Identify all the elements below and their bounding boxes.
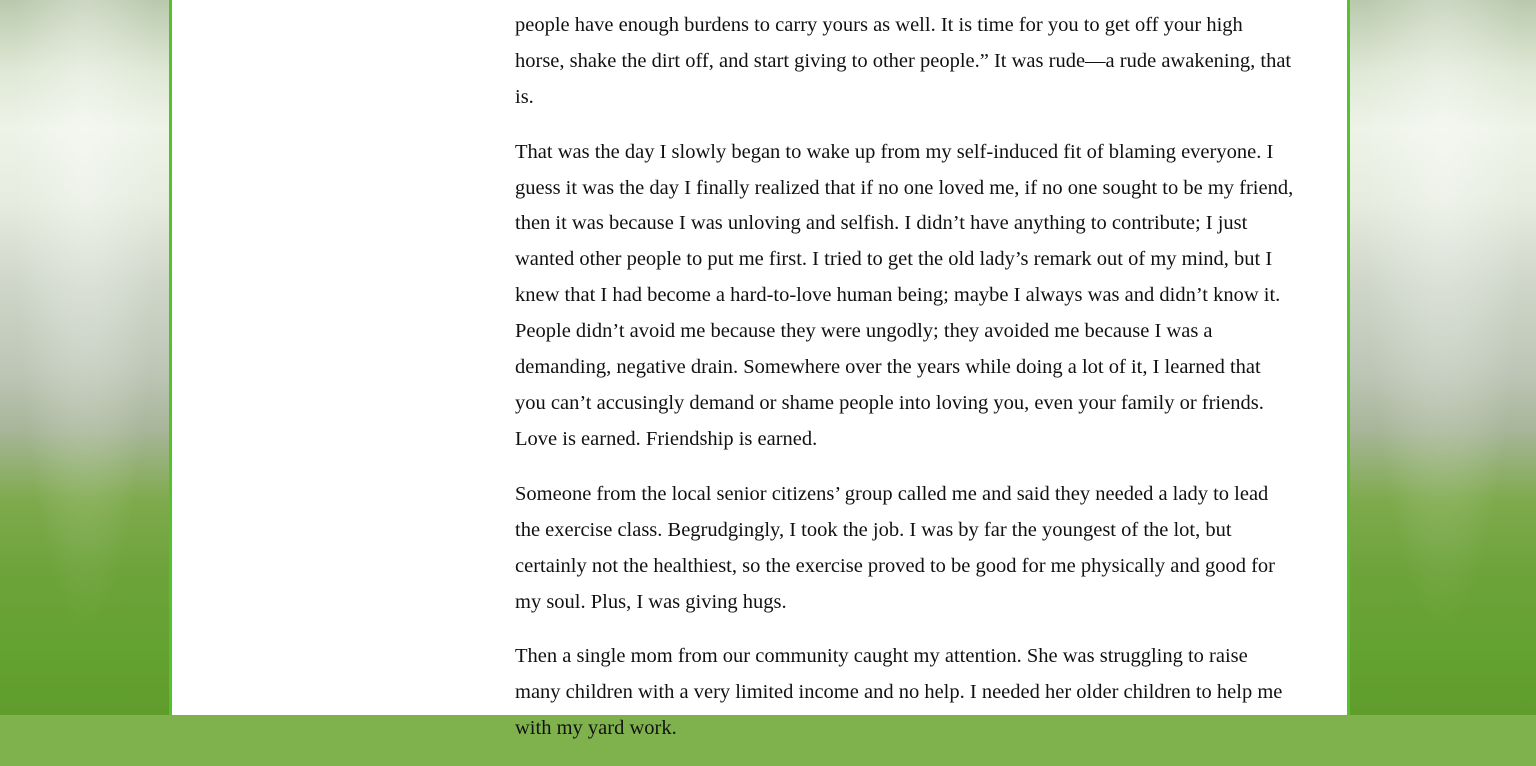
article-body	[515, 0, 1295, 766]
article-paragraph: people have enough burdens to carry yours as well. It is time for you to get off your high horse, shake the dirt off, and start giving to other people.” It was rude—a rude awakening, that is.	[515, 13, 1292, 108]
content-panel	[169, 0, 1350, 740]
article-paragraph: Someone from the local senior citizens’ group called me and said they needed a lady to lead the exercise class. Begrudgingly, I took the job. I was by far the youngest of the lot, but certainly not the healthiest, so the exercise proved to be good for me physically and good for my soul. Plus, I was giving hugs.	[515, 482, 1275, 613]
article-paragraph: That was the day I slowly began to wake up from my self-induced fit of blaming everyone. I guess it was the day I finally realized that if no one loved me, if no one sought to be my friend, then it was because I was unloving and selfish. I didn’t have anything to contribute; I just wanted other people to put me first. I tried to get the old lady’s remark out of my mind, but I knew that I had become a hard-to-love human being; maybe I always was and didn’t know it. People didn’t avoid me because they were ungodly; they avoided me because I was a demanding, negative drain. Somewhere over the years while doing a lot of it, I learned that you can’t accusingly demand or shame people into loving you, even your family or friends. Love is earned. Friendship is earned.	[515, 140, 1294, 450]
article-paragraph: Then a single mom from our community caught my attention. She was struggling to raise many children with a very limited income and no help. I needed her older children to help me with my yard work.	[515, 645, 1283, 740]
page-background-right	[1349, 0, 1536, 715]
page-background-left	[0, 0, 171, 715]
